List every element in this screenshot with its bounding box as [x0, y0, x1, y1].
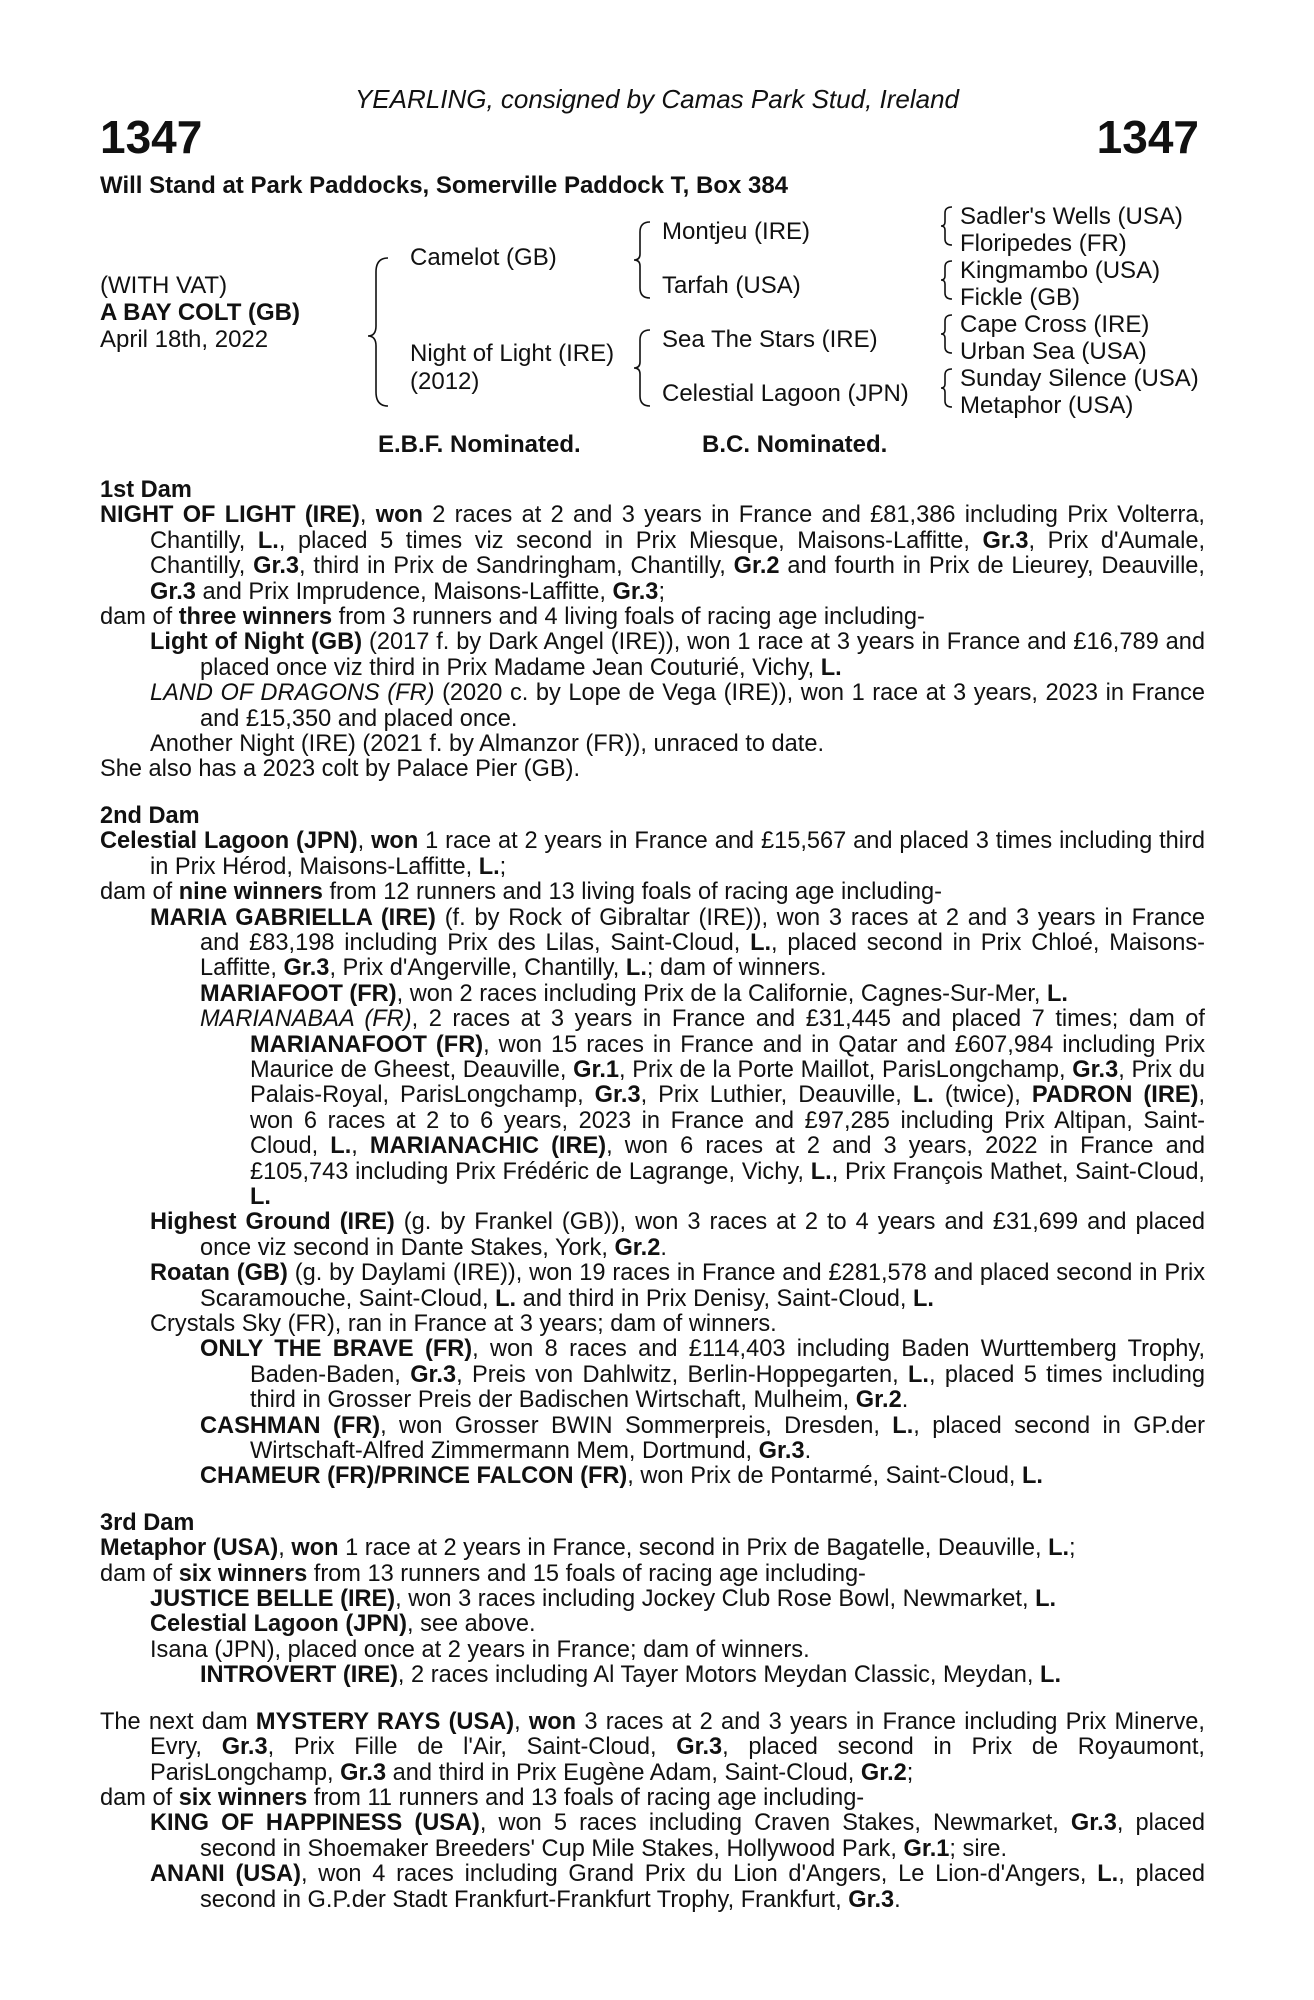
first-dam-produce-summary: dam of three winners from 3 runners and 4 living foals of racing age including-: [100, 604, 925, 631]
produce-cashman: CASHMAN (FR), won Grosser BWIN Sommerpreis, Dresden, L., placed second in GP.der Wirtschaft-Alfred Zimmermann Mem, Dortmund, Gr.3.: [200, 1412, 1205, 1465]
produce-mariafoot: MARIAFOOT (FR), won 2 races including Prix de la Californie, Cagnes-Sur-Mer, L.: [200, 980, 1068, 1007]
dam-dam: Celestial Lagoon (JPN): [662, 380, 909, 407]
fourth-dam-produce-summary: dam of six winners from 11 runners and 13 foals of racing age including-: [100, 1784, 865, 1811]
fourth-dam-entry: The next dam MYSTERY RAYS (USA), won 3 races at 2 and 3 years in France including Prix Minerve, Evry, Gr.3, Prix Fille de l'Air, Saint-Cloud, Gr.3, placed second in Prix de Royaumont, ParisLongchamp, Gr.3 and third in Prix Eugène Adam, Saint-Cloud, Gr.2;: [100, 1708, 1205, 1786]
produce-anani: ANANI (USA), won 4 races including Grand Prix du Lion d'Angers, Le Lion-d'Angers, L., placed second in G.P.der Stadt Frankfurt-Frankfurt Trophy, Frankfurt, Gr.3.: [150, 1861, 1206, 1913]
produce-another-night: Another Night (IRE) (2021 f. by Almanzor (FR)), unraced to date.: [150, 731, 825, 758]
third-dam-heading: 3rd Dam: [100, 1509, 195, 1536]
produce-land-of-dragons: LAND OF DRAGONS (FR) (2020 c. by Lope de Vega (IRE)), won 1 race at 3 years, 2023 in France and £15,350 and placed once.: [150, 680, 1205, 732]
produce-crystals-sky: Crystals Sky (FR), ran in France at 3 years; dam of winners.: [150, 1311, 777, 1337]
produce-chameur: CHAMEUR (FR)/PRINCE FALCON (FR), won Prix de Pontarmé, Saint-Cloud, L.: [200, 1463, 1043, 1490]
pedigree-braces: [0, 0, 1314, 440]
ancestor-5: Cape Cross (IRE): [960, 311, 1150, 338]
brace-g1: [941, 207, 952, 245]
produce-2023-colt: She also has a 2023 colt by Palace Pier (GB).: [100, 756, 580, 783]
third-dam-produce-summary: dam of six winners from 13 runners and 15 foals of racing age including-: [100, 1560, 866, 1587]
ancestor-6: Urban Sea (USA): [960, 338, 1147, 365]
produce-roatan: Roatan (GB) (g. by Daylami (IRE)), won 19 races in France and £281,578 and placed second in Prix Scaramouche, Saint-Cloud, L. and third in Prix Denisy, Saint-Cloud, L.: [150, 1260, 1206, 1312]
brace-dam: [634, 330, 650, 406]
brace-g3: [941, 315, 952, 353]
produce-light-of-night: Light of Night (GB) (2017 f. by Dark Angel (IRE)), won 1 race at 3 years in France and £16,789 and placed once viz third in Prix Madame Jean Couturié, Vichy, L.: [150, 629, 1205, 681]
consignment-line: YEARLING, consigned by Camas Park Stud, Ireland: [354, 84, 960, 114]
produce-introvert: INTROVERT (IRE), 2 races including Al Tayer Motors Meydan Classic, Meydan, L.: [200, 1662, 1062, 1689]
brace-sire: [634, 222, 650, 298]
stand-location: Will Stand at Park Paddocks, Somerville Paddock T, Box 384: [100, 172, 789, 199]
produce-maria-gabriella: MARIA GABRIELLA (IRE) (f. by Rock of Gibraltar (IRE)), won 3 races at 2 and 3 years in France and £83,198 including Prix des Lilas, Saint-Cloud, L., placed second in Prix Chloé, Maisons-Laffitte, Gr.3, Prix d'Angerville, Chantilly, L.; dam of winners.: [150, 904, 1205, 982]
catalogue-body: [100, 478, 1205, 1913]
brace-g4: [941, 369, 952, 407]
brace-g2: [941, 261, 952, 299]
first-dam-heading: 1st Dam: [100, 477, 192, 503]
lot-number-left: 1347: [100, 111, 203, 163]
dam-sire: Sea The Stars (IRE): [662, 326, 878, 353]
produce-highest-ground: Highest Ground (IRE) (g. by Frankel (GB)), won 3 races at 2 to 4 years and £31,699 and placed once viz second in Dante Stakes, York, Gr.2.: [150, 1209, 1205, 1261]
foaling-date: April 18th, 2022: [100, 326, 269, 353]
sire-dam: Tarfah (USA): [662, 272, 801, 299]
dam-year: (2012): [410, 368, 480, 395]
ancestor-2: Floripedes (FR): [960, 230, 1127, 257]
lot-number-right: 1347: [1096, 111, 1199, 163]
ancestor-4: Fickle (GB): [960, 284, 1080, 311]
produce-justice-belle: JUSTICE BELLE (IRE), won 3 races including Jockey Club Rose Bowl, Newmarket, L.: [150, 1586, 1057, 1613]
produce-marianabaa: MARIANABAA (FR), 2 races at 3 years in France and £31,445 and placed 7 times; dam of MARIANAFOOT (FR), won 15 races in France and in Qatar and £607,984 including Prix Maurice de Gheest, Deauville, Gr.1, Prix de la Porte Maillot, ParisLongchamp, Gr.3, Prix du Palais-Royal, ParisLongchamp, Gr.3, Prix Luthier, Deauville, L. (twice), PADRON (IRE), won 6 races at 2 to 6 years, 2023 in France and £97,285 including Prix Altipan, Saint-Cloud, L., MARIANACHIC (IRE), won 6 races at 2 and 3 years, 2022 in France and £105,743 including Prix Frédéric de Lagrange, Vichy, L., Prix François Mathet, Saint-Cloud, L.: [200, 1006, 1206, 1210]
sire: Camelot (GB): [410, 244, 557, 271]
second-dam-heading: 2nd Dam: [100, 802, 200, 829]
ancestor-8: Metaphor (USA): [960, 392, 1134, 419]
ebf-nominated: E.B.F. Nominated.: [378, 431, 581, 458]
produce-only-the-brave: ONLY THE BRAVE (FR), won 8 races and £114,403 including Baden Wurttemberg Trophy, Baden-Baden, Gr.3, Preis von Dahlwitz, Berlin-Hoppegarten, L., placed 5 times including third in Grosser Preis der Badischen Wirtschaft, Mulheim, Gr.2.: [200, 1336, 1205, 1414]
horse-name: A BAY COLT (GB): [100, 299, 301, 326]
ancestor-1: Sadler's Wells (USA): [960, 203, 1183, 230]
second-dam-entry: Celestial Lagoon (JPN), won 1 race at 2 years in France and £15,567 and placed 3 times including third in Prix Hérod, Maisons-Laffitte, L.;: [100, 828, 1205, 880]
sire-sire: Montjeu (IRE): [662, 218, 811, 245]
brace-main: [368, 258, 388, 406]
ancestor-3: Kingmambo (USA): [960, 257, 1161, 284]
third-dam-entry: Metaphor (USA), won 1 race at 2 years in France, second in Prix de Bagatelle, Deauville, L.;: [100, 1535, 1076, 1562]
second-dam-produce-summary: dam of nine winners from 12 runners and 13 living foals of racing age including-: [100, 879, 942, 906]
ancestor-7: Sunday Silence (USA): [960, 365, 1199, 392]
dam: Night of Light (IRE): [410, 340, 615, 367]
first-dam-entry: NIGHT OF LIGHT (IRE), won 2 races at 2 and 3 years in France and £81,386 including Prix Volterra, Chantilly, L., placed 5 times viz second in Prix Miesque, Maisons-Laffitte, Gr.3, Prix d'Aumale, Chantilly, Gr.3, third in Prix de Sandringham, Chantilly, Gr.2 and fourth in Prix de Lieurey, Deauville, Gr.3 and Prix Imprudence, Maisons-Laffitte, Gr.3;: [100, 502, 1205, 605]
produce-king-of-happiness: KING OF HAPPINESS (USA), won 5 races including Craven Stakes, Newmarket, Gr.3, placed second in Shoemaker Breeders' Cup Mile Stakes, Hollywood Park, Gr.1; sire.: [150, 1810, 1206, 1862]
vat-note: (WITH VAT): [100, 272, 228, 299]
bc-nominated: B.C. Nominated.: [702, 431, 888, 458]
produce-isana: Isana (JPN), placed once at 2 years in France; dam of winners.: [150, 1636, 810, 1663]
produce-celestial-lagoon: Celestial Lagoon (JPN), see above.: [150, 1611, 536, 1638]
